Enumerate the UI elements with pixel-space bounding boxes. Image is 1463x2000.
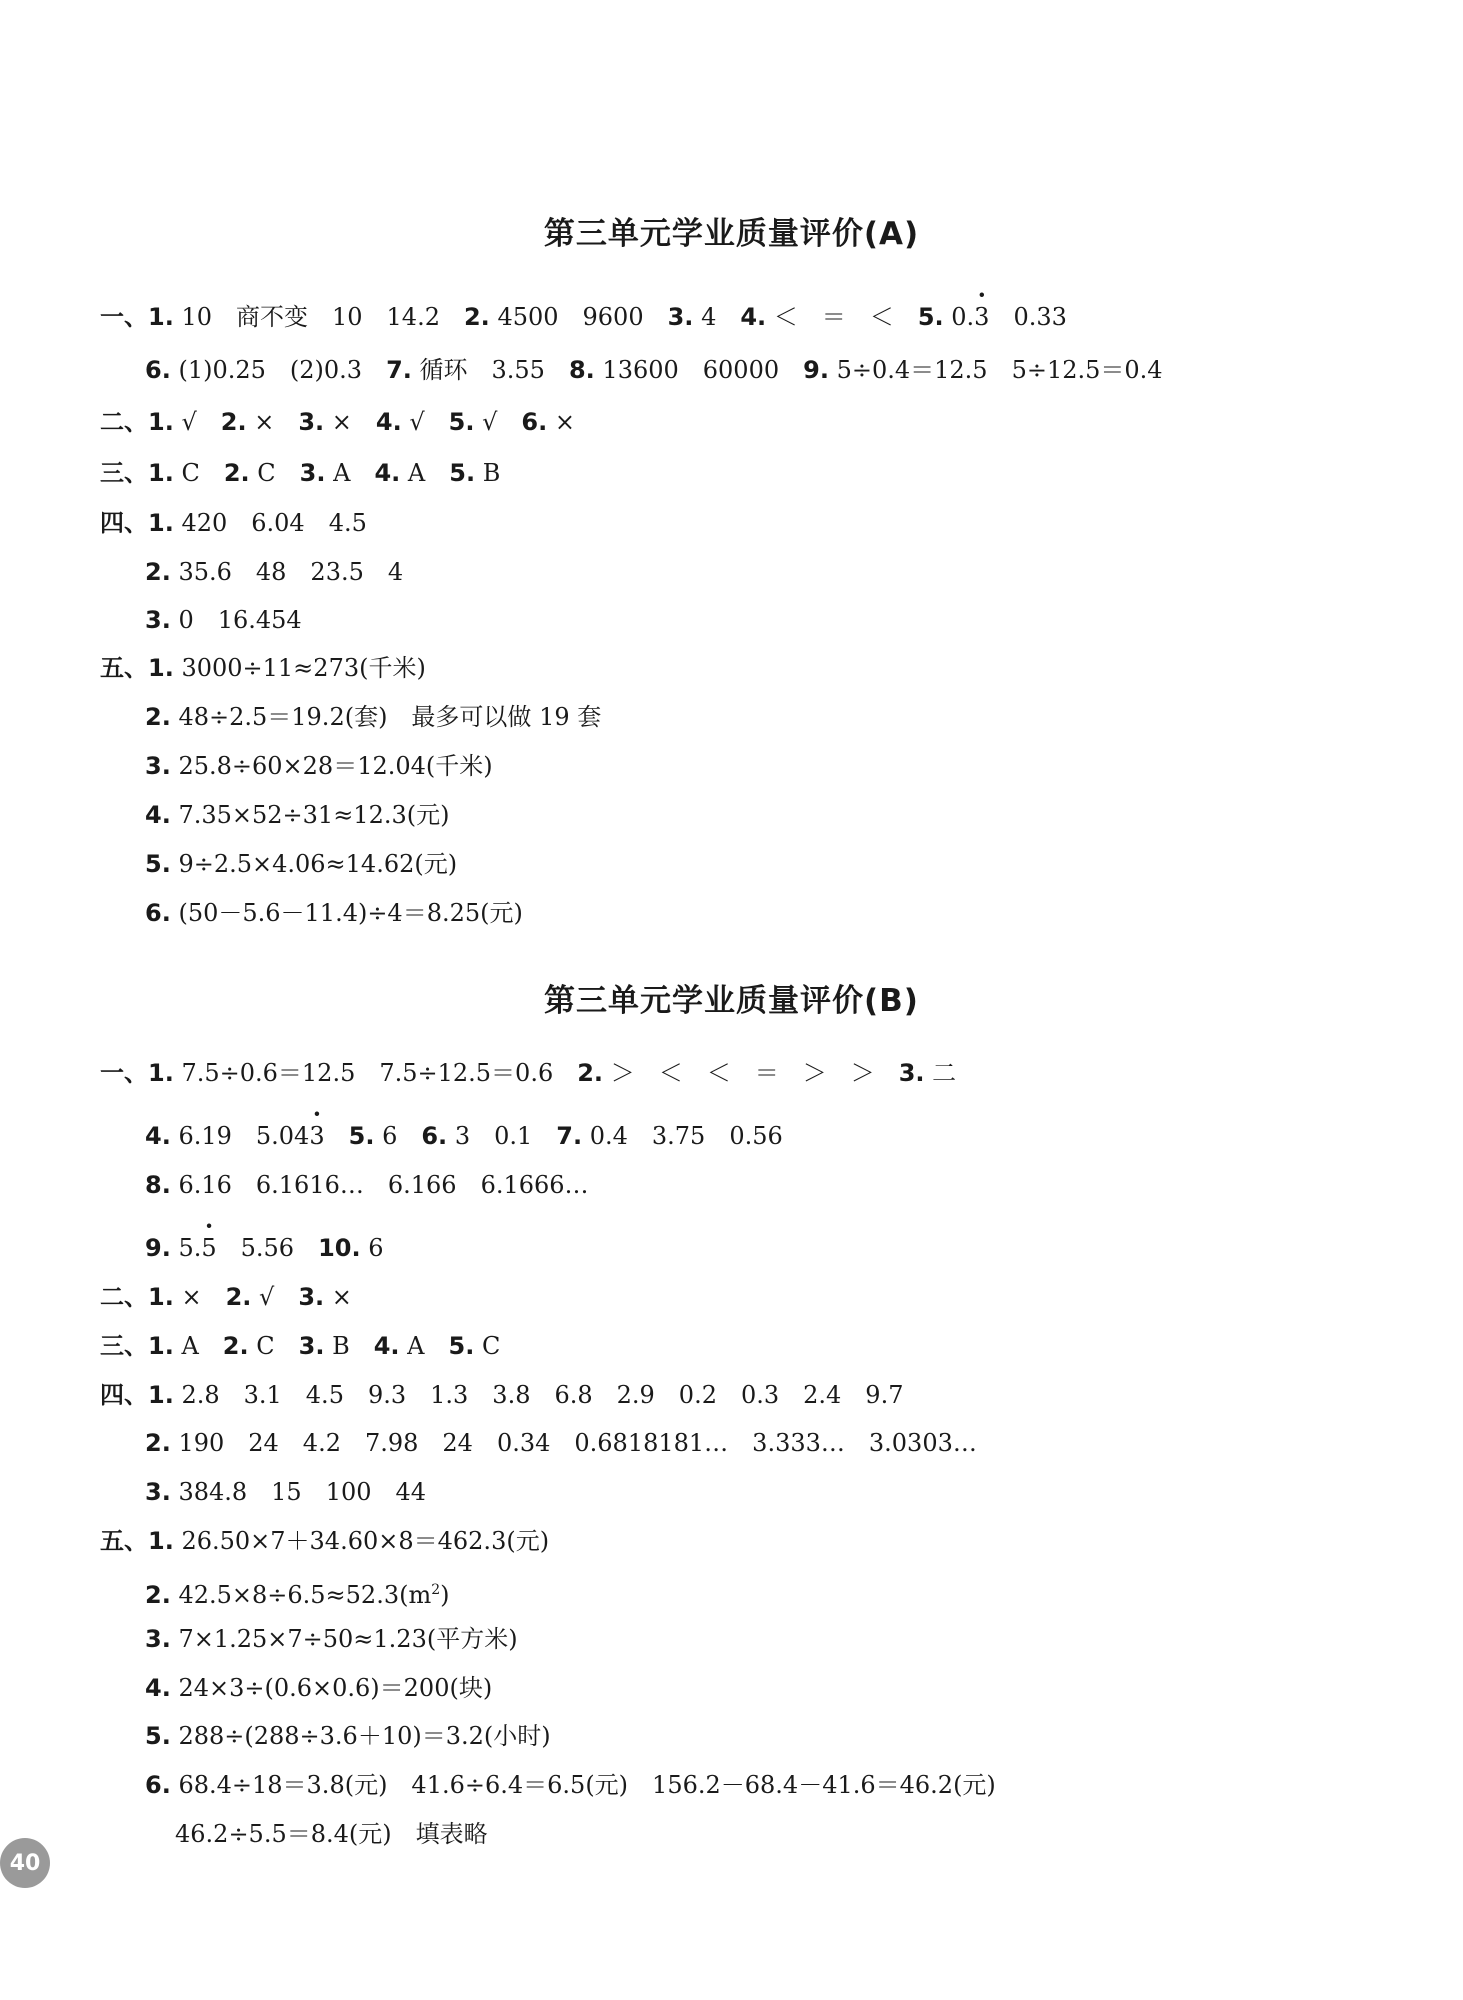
section-label: 一、 — [100, 303, 148, 331]
b-line-9 — [145, 1477, 426, 1507]
b-line-3 — [145, 1170, 589, 1200]
q-num: 4. — [145, 1122, 171, 1150]
q-num: 4. — [145, 801, 171, 829]
answer: √ — [401, 408, 449, 436]
answer: √ — [474, 408, 522, 436]
answer: 二 — [924, 1059, 957, 1087]
repeating-digit: · 3 — [309, 1121, 324, 1151]
q-num: 9. — [803, 356, 829, 384]
q-num: 6. — [421, 1122, 448, 1150]
q-num: 2. — [225, 1283, 252, 1311]
answer: 3000÷11≈273(千米) — [173, 654, 426, 682]
b-line-6 — [100, 1331, 500, 1361]
answer: × — [324, 1283, 352, 1311]
answer: A — [399, 1332, 449, 1360]
a-line-6 — [145, 557, 403, 587]
q-num: 1. — [148, 1527, 174, 1555]
q-num: 1. — [148, 1283, 174, 1311]
q-num: 7. — [386, 356, 412, 384]
section-label: 二、 — [100, 1283, 148, 1311]
a-line-11 — [145, 800, 449, 830]
answer: 420 6.04 4.5 — [173, 509, 367, 537]
a-line-12 — [145, 849, 457, 879]
q-num: 5. — [448, 408, 475, 436]
b-line-10 — [100, 1526, 549, 1556]
q-num: 4. — [740, 303, 767, 331]
answer: A — [325, 459, 375, 487]
answer: 5. — [170, 1234, 202, 1262]
answer: C — [173, 459, 224, 487]
q-num: 7. — [556, 1122, 583, 1150]
answer: 24×3÷(0.6×0.6)＝200(块) — [170, 1674, 493, 1702]
answer: 68.4÷18＝3.8(元) 41.6÷6.4＝6.5(元) 156.2－68.4－41.6＝46.2(元) — [170, 1771, 996, 1799]
section-label: 四、 — [100, 509, 148, 537]
b-line-12 — [145, 1624, 518, 1654]
q-num: 3. — [298, 1332, 325, 1360]
b-line-1 — [100, 1058, 956, 1088]
q-num: 4. — [373, 1332, 400, 1360]
answer: × — [324, 408, 376, 436]
q-num: 9. — [145, 1234, 171, 1262]
answer: 13600 60000 — [594, 356, 804, 384]
q-num: 3. — [298, 1283, 325, 1311]
answer: √ — [173, 408, 221, 436]
q-num: 8. — [568, 356, 595, 384]
answer — [325, 1122, 349, 1150]
q-num: 1. — [148, 654, 174, 682]
q-num: 2. — [220, 408, 247, 436]
q-num: 1. — [148, 1332, 174, 1360]
a-line-9 — [145, 702, 601, 732]
a-line-3 — [100, 407, 575, 437]
q-num: 3. — [145, 1478, 171, 1506]
q-num: 3. — [898, 1059, 925, 1087]
q-num: 1. — [148, 509, 174, 537]
repeating-digit: · 5 — [201, 1233, 216, 1263]
a-line-8 — [100, 653, 426, 683]
q-num: 1. — [148, 1059, 174, 1087]
answer: A — [400, 459, 450, 487]
b-line-16 — [175, 1819, 488, 1849]
section-b-title: 第三单元学业质量评价(B) — [544, 983, 919, 1019]
answer: √ — [251, 1283, 299, 1311]
q-num: 8. — [145, 1171, 171, 1199]
a-line-4 — [100, 458, 500, 488]
answer: 7×1.25×7÷50≈1.23(平方米) — [170, 1625, 518, 1653]
answer: B — [324, 1332, 374, 1360]
q-num: 3. — [298, 408, 325, 436]
answer: 7.5÷0.6＝12.5 7.5÷12.5＝0.6 — [173, 1059, 578, 1087]
b-line-14 — [145, 1721, 551, 1751]
q-num: 5. — [145, 1722, 171, 1750]
q-num: 2. — [222, 1332, 249, 1360]
a-line-5 — [100, 508, 367, 538]
answer: 7.35×52÷31≈12.3(元) — [170, 801, 450, 829]
answer: 42.5×8÷6.5≈52.3(m — [170, 1581, 432, 1609]
answer: 10 商不变 10 14.2 — [173, 303, 464, 331]
a-line-2 — [145, 355, 1163, 385]
q-num: 2. — [145, 558, 171, 586]
answer: 26.50×7＋34.60×8＝462.3(元) — [173, 1527, 550, 1555]
a-line-13 — [145, 898, 523, 928]
q-num: 3. — [299, 459, 326, 487]
answer: 25.8÷60×28＝12.04(千米) — [170, 752, 493, 780]
answer: 6 — [360, 1234, 384, 1262]
answer: C — [474, 1332, 501, 1360]
answer: 6.19 5.04 — [170, 1122, 310, 1150]
b-line-8 — [145, 1428, 977, 1458]
q-num: 3. — [667, 303, 694, 331]
q-num: 2. — [463, 303, 490, 331]
answer: × — [173, 1283, 226, 1311]
answer: 6.16 6.1616… 6.166 6.1666… — [170, 1171, 589, 1199]
answer: 0.33 — [989, 303, 1067, 331]
b-line-5 — [100, 1282, 352, 1312]
q-num: 5. — [448, 1332, 475, 1360]
q-num: 6. — [521, 408, 548, 436]
answer: 3 0.1 — [447, 1122, 557, 1150]
section-label: 三、 — [100, 459, 148, 487]
q-num: 2. — [145, 703, 171, 731]
answer: 循环 3.55 — [411, 356, 569, 384]
answer: × — [246, 408, 299, 436]
answer: 6 — [374, 1122, 422, 1150]
a-line-1 — [100, 302, 1067, 332]
a-line-7 — [145, 605, 302, 635]
answer: 190 24 4.2 7.98 24 0.34 0.6818181… 3.333… 3.0303… — [170, 1429, 977, 1457]
answer: ＜ ＝ ＜ — [766, 303, 918, 331]
q-num: 4. — [374, 459, 401, 487]
answer: 5÷0.4＝12.5 5÷12.5＝0.4 — [828, 356, 1163, 384]
q-num: 2. — [145, 1581, 171, 1609]
q-num: 4. — [375, 408, 402, 436]
b-line-13 — [145, 1673, 492, 1703]
q-num: 5. — [348, 1122, 375, 1150]
q-num: 10. — [318, 1234, 361, 1262]
section-label: 二、 — [100, 408, 148, 436]
section-label: 五、 — [100, 1527, 148, 1555]
answer: 46.2÷5.5＝8.4(元) 填表略 — [175, 1820, 488, 1848]
q-num: 4. — [145, 1674, 171, 1702]
q-num: 6. — [145, 356, 171, 384]
section-label: 三、 — [100, 1332, 148, 1360]
q-num: 3. — [145, 606, 171, 634]
repeating-digit: · 3 — [974, 302, 989, 332]
answer: 4500 9600 — [489, 303, 668, 331]
q-num: 1. — [148, 303, 174, 331]
answer: 0. — [943, 303, 975, 331]
b-line-11 — [145, 1575, 450, 1610]
answer: B — [475, 459, 501, 487]
answer: ＞ ＜ ＜ ＝ ＞ ＞ — [603, 1059, 899, 1087]
q-num: 2. — [145, 1429, 171, 1457]
section-label: 四、 — [100, 1381, 148, 1409]
answer: × — [547, 408, 575, 436]
q-num: 2. — [223, 459, 250, 487]
b-line-4 — [145, 1233, 384, 1263]
answer: 48÷2.5＝19.2(套) 最多可以做 19 套 — [170, 703, 602, 731]
b-line-15 — [145, 1770, 996, 1800]
answer: 35.6 48 23.5 4 — [170, 558, 404, 586]
section-a-title: 第三单元学业质量评价(A) — [543, 216, 920, 252]
answer: 0.4 3.75 0.56 — [582, 1122, 783, 1150]
answer: 288÷(288÷3.6＋10)＝3.2(小时) — [170, 1722, 551, 1750]
answer: C — [249, 459, 300, 487]
answer: 5.56 — [216, 1234, 319, 1262]
answer: A — [173, 1332, 223, 1360]
answer: 4 — [693, 303, 741, 331]
q-num: 6. — [145, 899, 171, 927]
answer: (1)0.25 (2)0.3 — [170, 356, 387, 384]
page-number: 40 — [0, 1838, 50, 1888]
answer: 384.8 15 100 44 — [170, 1478, 427, 1506]
q-num: 2. — [577, 1059, 604, 1087]
answer: C — [248, 1332, 299, 1360]
q-num: 3. — [145, 752, 171, 780]
q-num: 1. — [148, 459, 174, 487]
a-line-10 — [145, 751, 493, 781]
b-line-7 — [100, 1380, 903, 1410]
b-line-2 — [145, 1121, 783, 1151]
answer: 0 16.454 — [170, 606, 302, 634]
q-num: 3. — [145, 1625, 171, 1653]
q-num: 5. — [145, 850, 171, 878]
section-label: 一、 — [100, 1059, 148, 1087]
answer: 9÷2.5×4.06≈14.62(元) — [170, 850, 458, 878]
superscript: 2 — [431, 1582, 441, 1598]
answer: ) — [440, 1581, 450, 1609]
section-label: 五、 — [100, 654, 148, 682]
q-num: 5. — [449, 459, 476, 487]
q-num: 1. — [148, 1381, 174, 1409]
q-num: 5. — [917, 303, 944, 331]
answer: (50－5.6－11.4)÷4＝8.25(元) — [170, 899, 523, 927]
answer: 2.8 3.1 4.5 9.3 1.3 3.8 6.8 2.9 0.2 0.3 2.4 9.7 — [173, 1381, 904, 1409]
q-num: 1. — [148, 408, 174, 436]
q-num: 6. — [145, 1771, 171, 1799]
